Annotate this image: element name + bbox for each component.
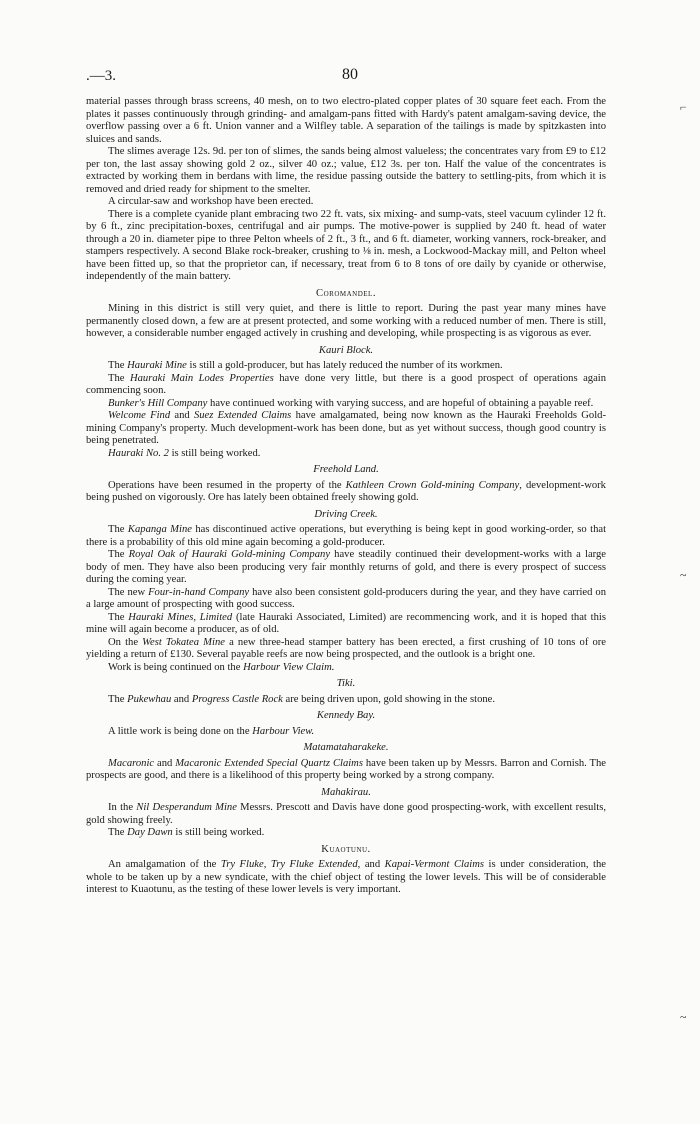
subsection-heading: Matamataharakeke.	[303, 742, 389, 753]
paragraph: Operations have been resumed in the property of the Kathleen Crown Gold-mining Company, development-work being pushed on vigorously. Ore has lately been obtained freely showing gold.	[86, 479, 606, 503]
margin-mark-icon: ~	[680, 568, 687, 582]
subsection-heading: Driving Creek.	[314, 508, 378, 520]
paragraph: The Pukewhau and Progress Castle Rock are being driven upon, gold showing in the stone.	[108, 693, 496, 705]
paragraph: The Kapanga Mine has discontinued active operations, but everything is being kept in good working-order, so that there is a probability of this old mine again becoming a gold-producer.	[86, 524, 607, 548]
paragraph: Welcome Find and Suez Extended Claims have amalgamated, being now known as the Hauraki Freeholds Gold-mining Company's property. Much development-work has been done, but as yet without success, though good country is being penetrated.	[86, 410, 606, 446]
paragraph: On the West Tokatea Mine a new three-head stamper battery has been erected, a first crushing of 10 tons of ore yielding a return of £130. Several payable reefs are now being prospected, and the outlook is a bright one.	[86, 636, 606, 660]
paragraph: The Hauraki Mine is still a gold-producer, but has lately reduced the number of its workmen.	[108, 360, 503, 371]
subsection-heading: Freehold Land.	[313, 464, 379, 475]
paragraph: A circular-saw and workshop have been erected.	[108, 196, 314, 207]
document-code: .—3.	[86, 68, 116, 84]
paragraph: The Day Dawn is still being worked.	[108, 827, 265, 838]
paragraph: Bunker's Hill Company have continued working with varying success, and are hopeful of obtaining a payable reef.	[108, 397, 594, 409]
paragraph: There is a complete cyanide plant embracing two 22 ft. vats, six mixing- and sump-vats, steel vacuum cylinder 12 ft. by 6 ft., zinc precipitation-boxes, centrifugal and air pumps. The motive-power is supplied by 240 ft. head of water through a 20 in. diameter pipe to three Pelton wheels of 2 ft., 3 ft., and 6 ft. diameter, working vanners, rock-breaker, and stampers respectively. A second Blake rock-breaker, crushing to ⅛ in. mesh, a Lockwood-Mackay mill, and Pelton wheel have been fitted up, so that the proprietor can, if necessary, treat from 6 to 8 tons of ore daily by cyanide or otherwise, independently of the main battery.	[86, 208, 606, 282]
paragraph: The Hauraki Main Lodes Properties have done very little, but there is a good prospect of operations again commencing soon.	[86, 372, 607, 396]
paragraph: The new Four-in-hand Company have also been consistent gold-producers during the year, and they have carried on a large amount of prospecting with good success.	[86, 586, 606, 610]
margin-mark-icon: ⌐	[680, 100, 687, 114]
paragraph: An amalgamation of the Try Fluke, Try Fluke Extended, and Kapai-Vermont Claims is under consideration, the whole to be taken up by a new syndicate, with the chief object of testing the lower levels. This will be of considerable interest to Kuaotunu, as the testing of these lower levels is very important.	[86, 859, 606, 895]
paragraph: A little work is being done on the Harbour View.	[108, 725, 315, 737]
subsection-heading: Kennedy Bay.	[316, 710, 376, 721]
paragraph: Macaronic and Macaronic Extended Special Quartz Claims have been taken up by Messrs. Barron and Cornish. The prospects are good, and there is a likelihood of this property being worked by a strong company.	[86, 757, 607, 781]
margin-mark-icon: ~	[680, 1010, 687, 1024]
paragraph: The Hauraki Mines, Limited (late Hauraki Associated, Limited) are recommencing work, and it is hoped that this mine will again become a producer, as of old.	[86, 611, 606, 635]
page-number: 80	[342, 66, 358, 83]
section-heading: Kuaotunu.	[321, 843, 371, 855]
paragraph: Mining in this district is still very quiet, and there is little to report. During the past year many mines have permanently closed down, a few are at present protected, and some working with a reduced number of men. There is still, however, a considerable number engaged actively in crushing and developing, while prospecting is as vigorous as ever.	[86, 303, 606, 339]
paragraph: material passes through brass screens, 40 mesh, on to two electro-plated copper plates of 30 square feet each. From the plates it passes continuously through grinding- and amalgam-pans fitted with Hardy's patent amalgam-saving device, the overflow passing over a 6 ft. Union vanner and a Wilfley table. A separation of the tailings is made by spitzkasten into sluices and sands.	[86, 96, 606, 145]
paragraph: The slimes average 12s. 9d. per ton of slimes, the sands being almost valueless; the concentrates vary from £9 to £12 per ton, the last assay showing gold 2 oz., silver 40 oz.; value, £12 3s. per ton. Half the value of the concentrates is extracted by working them in berdans with lime, the residue passing outside the battery to settling-pits, from which it is removed and dried ready for shipment to the smelter.	[86, 146, 606, 195]
paragraph: The Royal Oak of Hauraki Gold-mining Company have steadily continued their development-works with a large body of men. They have also been producing very fair monthly returns of gold, and there is every prospect of success during the coming year.	[86, 549, 607, 585]
subsection-heading: Kauri Block.	[318, 344, 374, 356]
document-body	[86, 96, 606, 897]
subsection-heading: Tiki.	[336, 678, 356, 689]
paragraph: Hauraki No. 2 is still being worked.	[108, 447, 261, 459]
subsection-heading: Mahakirau.	[321, 786, 371, 798]
paragraph: In the Nil Desperandum Mine Messrs. Prescott and Davis have done good prospecting-work, with excellent results, gold showing freely.	[86, 802, 606, 826]
paragraph: Work is being continued on the Harbour View Claim.	[108, 661, 335, 673]
section-heading: Coromandel.	[316, 287, 376, 299]
